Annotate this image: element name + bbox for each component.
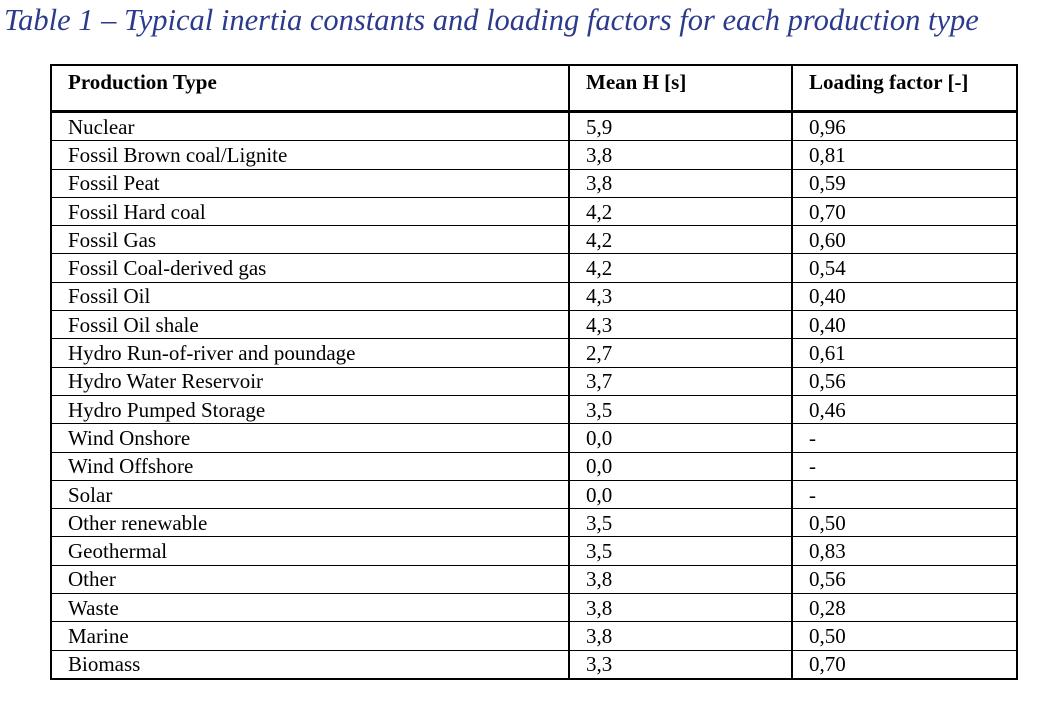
production-type-cell: Nuclear	[51, 112, 569, 141]
loading-factor-cell: -	[792, 424, 1017, 452]
production-type-cell: Fossil Peat	[51, 169, 569, 197]
loading-factor-cell: 0,70	[792, 650, 1017, 679]
table-row	[51, 594, 1017, 622]
table-body	[51, 112, 1017, 679]
table-row	[51, 537, 1017, 565]
production-type-cell: Hydro Run-of-river and poundage	[51, 339, 569, 367]
table-row	[51, 395, 1017, 423]
header-mean-h: Mean H [s]	[569, 65, 792, 112]
header-production-type: Production Type	[51, 65, 569, 112]
production-type-cell: Marine	[51, 622, 569, 650]
production-type-cell: Geothermal	[51, 537, 569, 565]
table-row	[51, 112, 1017, 141]
loading-factor-cell: 0,40	[792, 282, 1017, 310]
header-loading-factor: Loading factor [-]	[792, 65, 1017, 112]
loading-factor-cell: 0,50	[792, 622, 1017, 650]
production-type-cell: Other	[51, 565, 569, 593]
production-type-cell: Hydro Water Reservoir	[51, 367, 569, 395]
mean-h-cell: 4,2	[569, 197, 792, 225]
mean-h-cell: 3,8	[569, 169, 792, 197]
table-row	[51, 424, 1017, 452]
mean-h-cell: 3,5	[569, 509, 792, 537]
mean-h-cell: 2,7	[569, 339, 792, 367]
table-row	[51, 141, 1017, 169]
table-row	[51, 282, 1017, 310]
table-row	[51, 367, 1017, 395]
inertia-table	[50, 64, 1018, 680]
loading-factor-cell: 0,59	[792, 169, 1017, 197]
table-row	[51, 254, 1017, 282]
production-type-cell: Biomass	[51, 650, 569, 679]
mean-h-cell: 3,7	[569, 367, 792, 395]
mean-h-cell: 4,2	[569, 254, 792, 282]
production-type-cell: Fossil Coal-derived gas	[51, 254, 569, 282]
table-caption: Table 1 – Typical inertia constants and loading factors for each production type	[4, 3, 979, 37]
table-row	[51, 650, 1017, 679]
loading-factor-cell: 0,40	[792, 311, 1017, 339]
loading-factor-cell: 0,81	[792, 141, 1017, 169]
loading-factor-cell: 0,83	[792, 537, 1017, 565]
loading-factor-cell: 0,60	[792, 226, 1017, 254]
mean-h-cell: 0,0	[569, 452, 792, 480]
mean-h-cell: 4,3	[569, 282, 792, 310]
mean-h-cell: 4,3	[569, 311, 792, 339]
production-type-cell: Hydro Pumped Storage	[51, 395, 569, 423]
table-header-row	[51, 65, 1017, 112]
mean-h-cell: 0,0	[569, 480, 792, 508]
loading-factor-cell: 0,70	[792, 197, 1017, 225]
production-type-cell: Fossil Hard coal	[51, 197, 569, 225]
table-row	[51, 509, 1017, 537]
loading-factor-cell: 0,54	[792, 254, 1017, 282]
loading-factor-cell: -	[792, 452, 1017, 480]
loading-factor-cell: 0,56	[792, 565, 1017, 593]
table-row	[51, 480, 1017, 508]
production-type-cell: Solar	[51, 480, 569, 508]
loading-factor-cell: 0,50	[792, 509, 1017, 537]
production-type-cell: Wind Onshore	[51, 424, 569, 452]
production-type-cell: Wind Offshore	[51, 452, 569, 480]
table-row	[51, 311, 1017, 339]
mean-h-cell: 4,2	[569, 226, 792, 254]
loading-factor-cell: 0,96	[792, 112, 1017, 141]
mean-h-cell: 0,0	[569, 424, 792, 452]
loading-factor-cell: 0,28	[792, 594, 1017, 622]
mean-h-cell: 3,3	[569, 650, 792, 679]
table-row	[51, 339, 1017, 367]
mean-h-cell: 3,8	[569, 594, 792, 622]
production-type-cell: Fossil Brown coal/Lignite	[51, 141, 569, 169]
mean-h-cell: 3,5	[569, 395, 792, 423]
loading-factor-cell: -	[792, 480, 1017, 508]
production-type-cell: Fossil Oil	[51, 282, 569, 310]
loading-factor-cell: 0,61	[792, 339, 1017, 367]
mean-h-cell: 5,9	[569, 112, 792, 141]
mean-h-cell: 3,8	[569, 622, 792, 650]
mean-h-cell: 3,8	[569, 141, 792, 169]
production-type-cell: Fossil Oil shale	[51, 311, 569, 339]
loading-factor-cell: 0,46	[792, 395, 1017, 423]
table-row	[51, 452, 1017, 480]
table-row	[51, 197, 1017, 225]
production-type-cell: Fossil Gas	[51, 226, 569, 254]
mean-h-cell: 3,5	[569, 537, 792, 565]
production-type-cell: Other renewable	[51, 509, 569, 537]
table-row	[51, 565, 1017, 593]
table-row	[51, 169, 1017, 197]
table-row	[51, 622, 1017, 650]
loading-factor-cell: 0,56	[792, 367, 1017, 395]
mean-h-cell: 3,8	[569, 565, 792, 593]
table-row	[51, 226, 1017, 254]
production-type-cell: Waste	[51, 594, 569, 622]
